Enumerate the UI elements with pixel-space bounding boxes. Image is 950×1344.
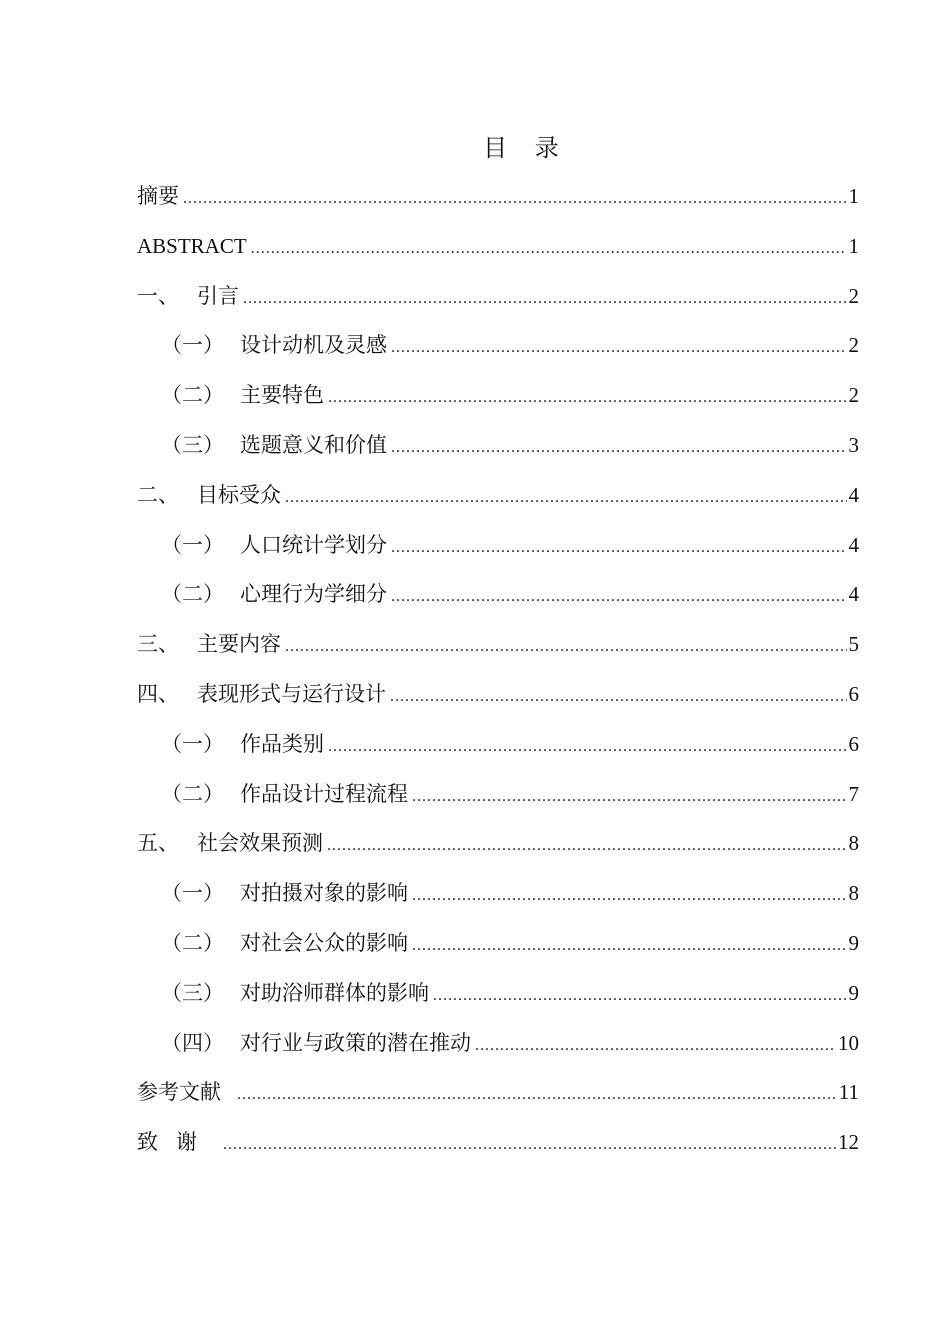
toc-entry-label	[161, 969, 429, 1019]
toc-entry-label	[161, 720, 324, 770]
toc-entry-label	[161, 421, 387, 471]
toc-page-number: 10	[838, 1030, 859, 1055]
toc-entry-text: 设计动机及灵感	[240, 333, 387, 358]
toc-leader-dots	[475, 1021, 836, 1071]
toc-entry-text: 对助浴师群体的影响	[240, 980, 429, 1005]
toc-leader-dots	[285, 622, 847, 672]
toc-entry-number: （四）	[161, 1030, 224, 1055]
toc-entry-label	[161, 919, 408, 969]
toc-leader-dots	[391, 323, 847, 373]
toc-entry-number: （三）	[161, 432, 224, 457]
toc-page-number: 12	[838, 1130, 859, 1155]
toc-entry-number: （一）	[161, 881, 224, 906]
toc-entry-label	[137, 620, 281, 670]
toc-entry-text: 对行业与政策的潜在推动	[240, 1030, 471, 1055]
toc-leader-dots	[183, 174, 847, 224]
toc-page-number: 7	[848, 781, 859, 806]
toc-entry-text: 社会效果预测	[197, 831, 323, 856]
toc-entry-section-4-2[interactable]	[137, 770, 859, 820]
toc-entry-label	[137, 471, 281, 521]
toc-page-number: 4	[848, 482, 859, 507]
toc-entry-label	[137, 1068, 221, 1118]
toc-leader-dots	[391, 523, 847, 573]
toc-entry-number: 一、	[137, 283, 179, 308]
toc-entry-section-1-3[interactable]	[137, 421, 859, 471]
toc-entry-section-1-1[interactable]	[137, 321, 859, 371]
toc-page-number: 11	[838, 1080, 859, 1105]
toc-leader-dots	[390, 672, 847, 722]
toc-entry-number: 四、	[137, 681, 179, 706]
toc-page-number: 8	[848, 881, 859, 906]
toc-leader-dots	[223, 1120, 836, 1170]
toc-page-number: 4	[848, 582, 859, 607]
toc-page-number: 2	[848, 383, 859, 408]
toc-entry-number: （三）	[161, 980, 224, 1005]
toc-entry-label	[161, 570, 387, 620]
toc-entry-number: （一）	[161, 731, 224, 756]
toc-leader-dots	[412, 921, 847, 971]
toc-entry-section-2-1[interactable]	[137, 521, 859, 571]
toc-entry-text: 对社会公众的影响	[240, 930, 408, 955]
toc-leader-dots	[251, 224, 847, 274]
toc-entry-section-5[interactable]	[137, 819, 859, 869]
toc-page-number: 2	[848, 333, 859, 358]
toc-entry-section-1-2[interactable]	[137, 371, 859, 421]
toc-entry-text: 作品设计过程流程	[240, 781, 408, 806]
toc-entry-number: 三、	[137, 632, 179, 657]
toc-entry-label	[161, 371, 324, 421]
toc-entry-label	[137, 272, 239, 322]
toc-entry-section-5-3[interactable]	[137, 969, 859, 1019]
toc-entry-text: 表现形式与运行设计	[197, 681, 386, 706]
toc-entry-section-4-1[interactable]	[137, 720, 859, 770]
toc-entry-text: 摘要	[137, 184, 179, 208]
toc-entry-number: （一）	[161, 532, 224, 557]
toc-page-number: 6	[848, 731, 859, 756]
toc-entry-abstract-en[interactable]	[137, 222, 859, 272]
toc-entry-number: （一）	[161, 333, 224, 358]
toc-entry-text: 主要内容	[197, 632, 281, 657]
toc-title: 目 录	[483, 134, 569, 162]
toc-leader-dots	[433, 971, 847, 1021]
toc-entry-text: 致谢	[137, 1130, 215, 1155]
toc-entry-label	[137, 172, 179, 222]
toc-entry-label	[137, 819, 323, 869]
toc-entry-section-2-2[interactable]	[137, 570, 859, 620]
toc-entry-section-5-4[interactable]	[137, 1019, 859, 1069]
toc-entry-text: 对拍摄对象的影响	[240, 881, 408, 906]
toc-entry-text: 作品类别	[240, 731, 324, 756]
toc-entry-section-1[interactable]	[137, 272, 859, 322]
toc-leader-dots	[327, 821, 847, 871]
toc-entry-label	[161, 869, 408, 919]
toc-entry-section-5-2[interactable]	[137, 919, 859, 969]
toc-entry-section-5-1[interactable]	[137, 869, 859, 919]
toc-list	[137, 172, 859, 1168]
toc-entry-text: 心理行为学细分	[240, 582, 387, 607]
toc-entry-abstract-zh[interactable]	[137, 172, 859, 222]
toc-entry-number: （二）	[161, 582, 224, 607]
toc-leader-dots	[237, 1070, 837, 1120]
toc-entry-text: 引言	[197, 283, 239, 308]
toc-entry-label	[161, 770, 408, 820]
toc-page-number: 3	[848, 432, 859, 457]
toc-entry-number: （二）	[161, 781, 224, 806]
toc-entry-section-2[interactable]	[137, 471, 859, 521]
toc-entry-text: 主要特色	[240, 383, 324, 408]
toc-entry-number: 五、	[137, 831, 179, 856]
toc-entry-references[interactable]	[137, 1068, 859, 1118]
toc-leader-dots	[285, 473, 847, 523]
toc-entry-label	[137, 222, 247, 272]
toc-leader-dots	[412, 871, 847, 921]
toc-page-number: 4	[848, 532, 859, 557]
toc-page-number: 6	[848, 681, 859, 706]
toc-entry-acknowledgements[interactable]	[137, 1118, 859, 1168]
toc-leader-dots	[243, 274, 847, 324]
toc-entry-text: 目标受众	[197, 482, 281, 507]
toc-leader-dots	[391, 423, 847, 473]
toc-page-number: 9	[848, 930, 859, 955]
toc-entry-section-3[interactable]	[137, 620, 859, 670]
toc-entry-label	[137, 670, 386, 720]
toc-entry-section-4[interactable]	[137, 670, 859, 720]
toc-entry-text: ABSTRACT	[137, 233, 247, 258]
toc-leader-dots	[328, 722, 847, 772]
toc-leader-dots	[412, 772, 847, 822]
toc-page-number: 8	[848, 831, 859, 856]
toc-leader-dots	[328, 373, 847, 423]
toc-entry-text: 人口统计学划分	[240, 532, 387, 557]
toc-leader-dots	[391, 572, 847, 622]
toc-page-number: 9	[848, 980, 859, 1005]
toc-entry-label	[161, 1019, 471, 1069]
toc-entry-number: 二、	[137, 482, 179, 507]
toc-page-number: 1	[848, 184, 859, 208]
toc-entry-label	[161, 521, 387, 571]
toc-entry-text: 参考文献	[137, 1080, 221, 1105]
toc-entry-label	[137, 1118, 215, 1168]
toc-page-number: 5	[848, 632, 859, 657]
toc-page-number: 2	[848, 283, 859, 308]
toc-entry-number: （二）	[161, 930, 224, 955]
toc-entry-number: （二）	[161, 383, 224, 408]
toc-entry-label	[161, 321, 387, 371]
toc-entry-text: 选题意义和价值	[240, 432, 387, 457]
toc-page-number: 1	[848, 233, 859, 258]
